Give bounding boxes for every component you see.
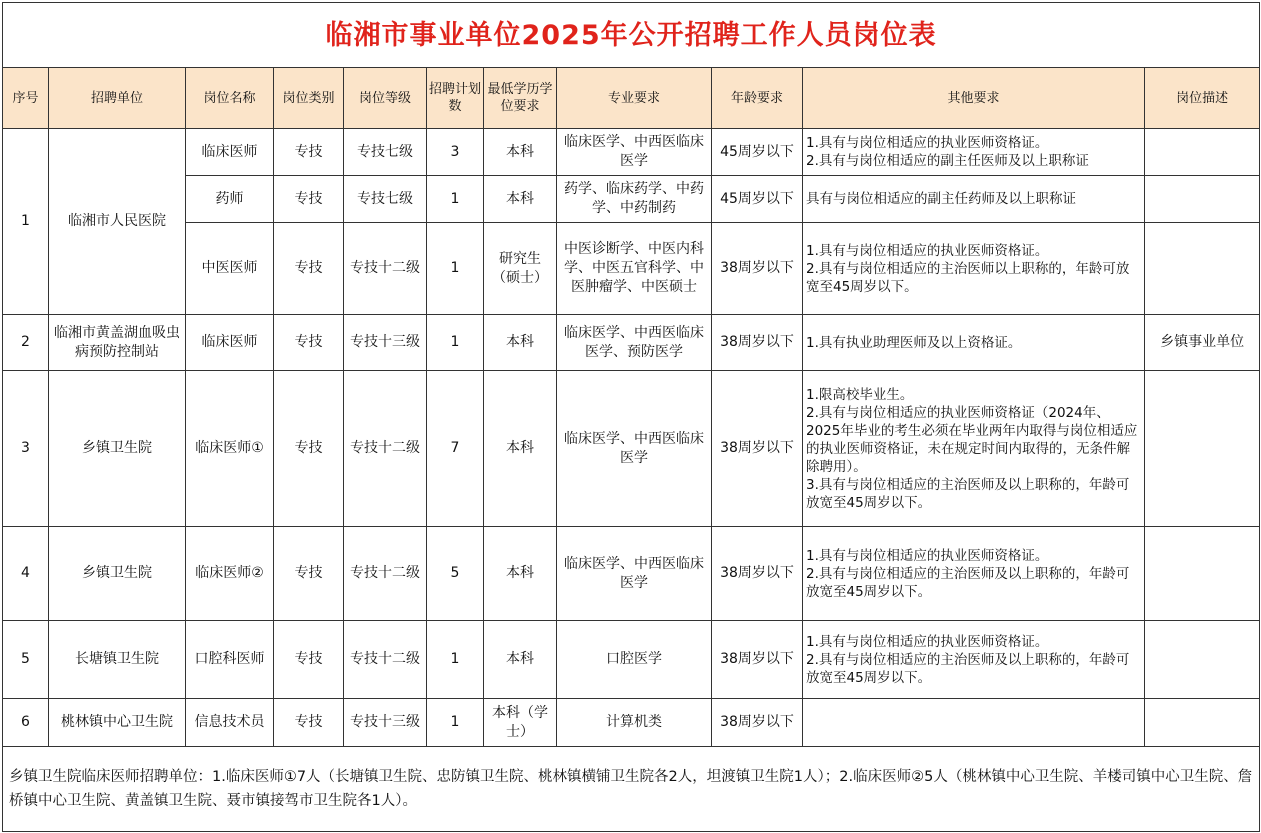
other-line: 1.具有与岗位相适应的执业医师资格证。 bbox=[806, 633, 1049, 650]
cell-desc bbox=[1145, 699, 1260, 747]
page-title: 临湘市事业单位2025年公开招聘工作人员岗位表 bbox=[3, 3, 1260, 68]
cell-post: 药师 bbox=[186, 176, 274, 223]
cell-edu: 本科 bbox=[484, 129, 557, 176]
cell-unit: 乡镇卫生院 bbox=[49, 527, 186, 621]
cell-age: 45周岁以下 bbox=[712, 129, 803, 176]
cell-other bbox=[803, 129, 1145, 176]
cell-other bbox=[803, 621, 1145, 699]
cell-category: 专技 bbox=[274, 371, 344, 527]
cell-post: 临床医师② bbox=[186, 527, 274, 621]
header-cell: 岗位等级 bbox=[344, 68, 427, 129]
cell-plan: 1 bbox=[427, 315, 484, 371]
cell-major: 临床医学、中西医临床医学 bbox=[557, 371, 712, 527]
cell-age: 38周岁以下 bbox=[712, 371, 803, 527]
other-line: 1.具有与岗位相适应的执业医师资格证。 bbox=[806, 135, 1049, 151]
cell-category: 专技 bbox=[274, 315, 344, 371]
cell-no: 6 bbox=[3, 699, 49, 747]
cell-plan: 3 bbox=[427, 129, 484, 176]
header-cell: 年龄要求 bbox=[712, 68, 803, 129]
cell-major: 临床医学、中西医临床医学、预防医学 bbox=[557, 315, 712, 371]
cell-desc bbox=[1145, 129, 1260, 176]
cell-unit: 乡镇卫生院 bbox=[49, 371, 186, 527]
other-line: 2.具有与岗位相适应的主治医师及以上职称的，年龄可放宽至45周岁以下。 bbox=[806, 651, 1130, 686]
table-row bbox=[3, 371, 1260, 527]
cell-no: 4 bbox=[3, 527, 49, 621]
other-line: 1.限高校毕业生。 bbox=[806, 386, 914, 403]
table-row bbox=[3, 129, 1260, 176]
cell-post: 临床医师① bbox=[186, 371, 274, 527]
table-row bbox=[3, 223, 1260, 315]
cell-unit: 长塘镇卫生院 bbox=[49, 621, 186, 699]
cell-major: 临床医学、中西医临床医学 bbox=[557, 527, 712, 621]
cell-category: 专技 bbox=[274, 699, 344, 747]
footnote: 乡镇卫生院临床医师招聘单位：1.临床医师①7人（长塘镇卫生院、忠防镇卫生院、桃林镇横铺卫生院各2人，坦渡镇卫生院1人）；2.临床医师②5人（桃林镇中心卫生院、羊楼司镇中心卫生院、詹桥镇中心卫生院、黄盖镇卫生院、聂市镇接驾市卫生院各1人）。 bbox=[3, 747, 1260, 832]
cell-major: 口腔医学 bbox=[557, 621, 712, 699]
cell-desc bbox=[1145, 527, 1260, 621]
cell-level: 专技十二级 bbox=[344, 527, 427, 621]
table-row bbox=[3, 315, 1260, 371]
cell-unit: 临湘市黄盖湖血吸虫病预防控制站 bbox=[49, 315, 186, 371]
header-cell: 岗位类别 bbox=[274, 68, 344, 129]
other-line: 1.具有执业助理医师及以上资格证。 bbox=[806, 334, 1022, 351]
cell-level: 专技七级 bbox=[344, 176, 427, 223]
header-cell: 序号 bbox=[3, 68, 49, 129]
other-line: 1.具有与岗位相适应的执业医师资格证。 bbox=[806, 242, 1049, 259]
table-row bbox=[3, 699, 1260, 747]
cell-other bbox=[803, 527, 1145, 621]
cell-desc bbox=[1145, 223, 1260, 315]
cell-level: 专技七级 bbox=[344, 129, 427, 176]
cell-category: 专技 bbox=[274, 129, 344, 176]
cell-other bbox=[803, 371, 1145, 527]
table-row bbox=[3, 527, 1260, 621]
header-cell: 岗位名称 bbox=[186, 68, 274, 129]
cell-post: 中医医师 bbox=[186, 223, 274, 315]
table-row bbox=[3, 176, 1260, 223]
cell-no: 1 bbox=[3, 129, 49, 315]
cell-level: 专技十三级 bbox=[344, 315, 427, 371]
cell-edu: 本科（学士） bbox=[484, 699, 557, 747]
cell-age: 38周岁以下 bbox=[712, 699, 803, 747]
cell-age: 38周岁以下 bbox=[712, 527, 803, 621]
cell-other bbox=[803, 699, 1145, 747]
cell-edu: 本科 bbox=[484, 315, 557, 371]
cell-desc bbox=[1145, 371, 1260, 527]
cell-plan: 5 bbox=[427, 527, 484, 621]
other-line: 3.具有与岗位相适应的主治医师及以上职称的，年龄可放宽至45周岁以下。 bbox=[806, 476, 1130, 511]
cell-major: 临床医学、中西医临床医学 bbox=[557, 129, 712, 176]
header-cell: 岗位描述 bbox=[1145, 68, 1260, 129]
cell-plan: 7 bbox=[427, 371, 484, 527]
cell-desc bbox=[1145, 176, 1260, 223]
header-cell: 专业要求 bbox=[557, 68, 712, 129]
cell-age: 38周岁以下 bbox=[712, 315, 803, 371]
cell-desc: 乡镇事业单位 bbox=[1145, 315, 1260, 371]
cell-no: 2 bbox=[3, 315, 49, 371]
cell-post: 信息技术员 bbox=[186, 699, 274, 747]
cell-edu: 研究生（硕士） bbox=[484, 223, 557, 315]
cell-unit: 桃林镇中心卫生院 bbox=[49, 699, 186, 747]
cell-no: 5 bbox=[3, 621, 49, 699]
header-cell: 其他要求 bbox=[803, 68, 1145, 129]
cell-edu: 本科 bbox=[484, 527, 557, 621]
cell-level: 专技十二级 bbox=[344, 223, 427, 315]
cell-level: 专技十二级 bbox=[344, 371, 427, 527]
header-row bbox=[3, 68, 1260, 129]
cell-other bbox=[803, 223, 1145, 315]
other-line: 2.具有与岗位相适应的执业医师资格证（2024年、2025年毕业的考生必须在毕业两年内取得与岗位相适应的执业医师资格证，未在规定时间内取得的，无条件解除聘用）。 bbox=[806, 404, 1138, 475]
cell-major: 中医诊断学、中医内科学、中医五官科学、中医肿瘤学、中医硕士 bbox=[557, 223, 712, 315]
other-line: 2.具有与岗位相适应的副主任医师及以上职称证 bbox=[806, 153, 1089, 169]
cell-edu: 本科 bbox=[484, 371, 557, 527]
job-table bbox=[2, 2, 1260, 832]
cell-major: 药学、临床药学、中药学、中药制药 bbox=[557, 176, 712, 223]
cell-level: 专技十二级 bbox=[344, 621, 427, 699]
other-line: 2.具有与岗位相适应的主治医师以上职称的，年龄可放宽至45周岁以下。 bbox=[806, 260, 1130, 295]
cell-major: 计算机类 bbox=[557, 699, 712, 747]
header-cell: 招聘计划数 bbox=[427, 68, 484, 129]
cell-age: 38周岁以下 bbox=[712, 621, 803, 699]
cell-plan: 1 bbox=[427, 621, 484, 699]
cell-category: 专技 bbox=[274, 223, 344, 315]
cell-edu: 本科 bbox=[484, 621, 557, 699]
cell-plan: 1 bbox=[427, 699, 484, 747]
cell-other bbox=[803, 315, 1145, 371]
cell-age: 45周岁以下 bbox=[712, 176, 803, 223]
other-line: 2.具有与岗位相适应的主治医师及以上职称的，年龄可放宽至45周岁以下。 bbox=[806, 565, 1130, 600]
cell-other bbox=[803, 176, 1145, 223]
cell-category: 专技 bbox=[274, 621, 344, 699]
header-cell: 最低学历学位要求 bbox=[484, 68, 557, 129]
cell-no: 3 bbox=[3, 371, 49, 527]
job-table-sheet bbox=[2, 2, 1259, 832]
cell-edu: 本科 bbox=[484, 176, 557, 223]
cell-age: 38周岁以下 bbox=[712, 223, 803, 315]
other-line: 1.具有与岗位相适应的执业医师资格证。 bbox=[806, 547, 1049, 564]
cell-category: 专技 bbox=[274, 527, 344, 621]
cell-level: 专技十三级 bbox=[344, 699, 427, 747]
cell-post: 临床医师 bbox=[186, 315, 274, 371]
cell-unit: 临湘市人民医院 bbox=[49, 129, 186, 315]
cell-post: 临床医师 bbox=[186, 129, 274, 176]
other-line: 具有与岗位相适应的副主任药师及以上职称证 bbox=[806, 191, 1076, 207]
header-cell: 招聘单位 bbox=[49, 68, 186, 129]
cell-desc bbox=[1145, 621, 1260, 699]
cell-plan: 1 bbox=[427, 176, 484, 223]
cell-post: 口腔科医师 bbox=[186, 621, 274, 699]
cell-plan: 1 bbox=[427, 223, 484, 315]
table-row bbox=[3, 621, 1260, 699]
cell-category: 专技 bbox=[274, 176, 344, 223]
